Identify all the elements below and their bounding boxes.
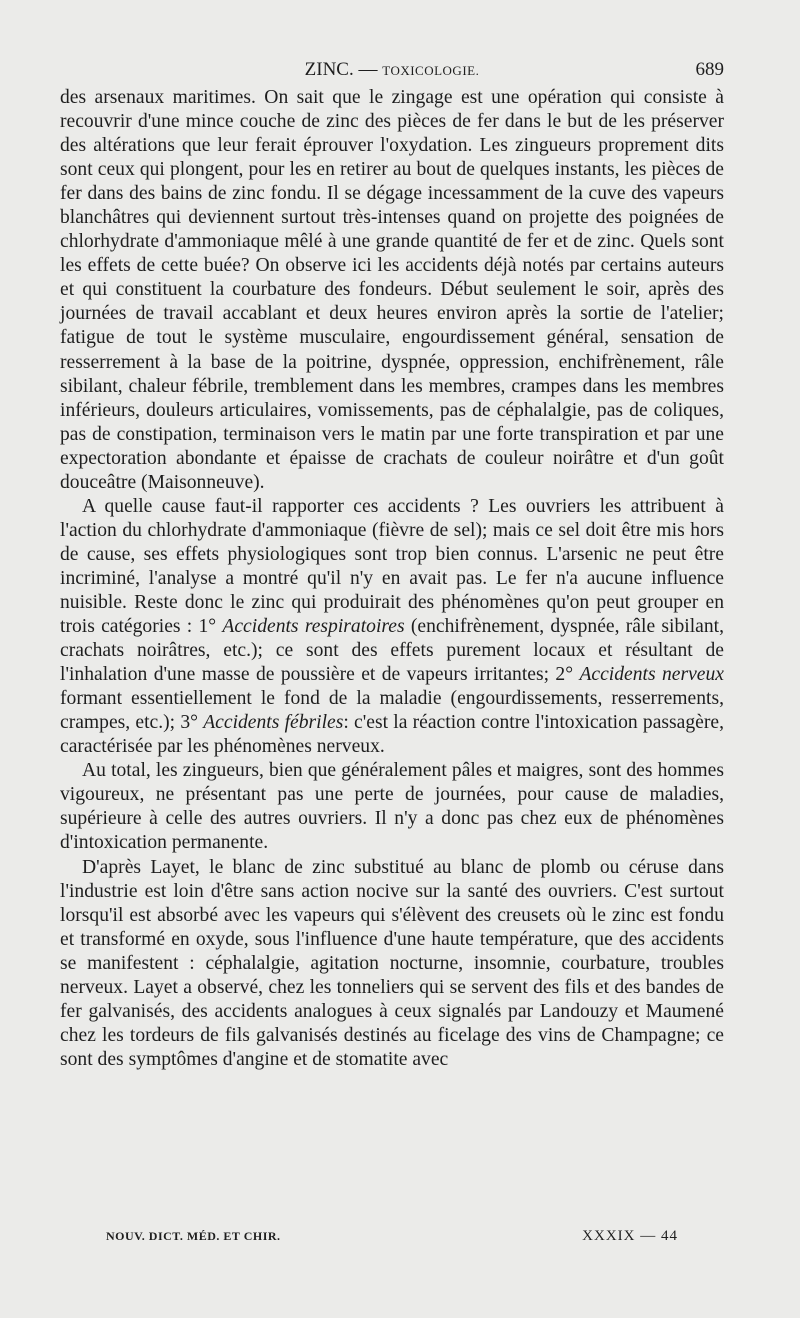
paragraph-text: formant essentiellement le fond de la maladie (engourdissements, resserrements, crampes, etc.); 3°	[60, 688, 724, 734]
paragraph-text: (enchifrènement, dyspnée, râle sibilant, crachats noirâtres, etc.); ce sont des effets purement locaux et résultant de l'inhalation d'une masse de poussière et de vapeurs irritantes; 2°	[60, 616, 724, 686]
title-dash: —	[353, 59, 383, 80]
page-footer	[106, 1226, 678, 1246]
paragraph-total: Au total, les zingueurs, bien que généralement pâles et maigres, sont des hommes vigoureux, ne présentant pas une perte de journées, pour cause de maladies, supérieure à celle des autres ouvriers. Il n'y a donc pas chez eux de phénomènes d'intoxication permanente.	[60, 760, 724, 854]
footer-publication: NOUV. DICT. MÉD. ET CHIR.	[106, 1229, 281, 1243]
footer-signature: XXXIX — 44	[582, 1228, 678, 1244]
section-subtitle: TOXICOLOGIE.	[382, 63, 480, 78]
paragraph-continued: des arsenaux maritimes. On sait que le zingage est une opération qui consiste à recouvrir d'une mince couche de zinc des pièces de fer dans le but de les préserver des altérations que leur ferait éprouver l'oxydation. Les zingueurs proprement dits sont ceux qui plongent, pour les en retirer au bout de quelques instants, les pièces de fer dans des bains de zinc fondu. Il se dégage incessamment de la cuve des vapeurs blanchâtres qui deviennent surtout très-intenses quand on projette des poignées de chlorhydrate d'ammoniaque mêlé à une grande quantité de fer et de zinc. Quels sont les effets de cette buée? On observe ici les accidents déjà notés par certains auteurs et qui constituent la courbature des fondeurs. Début seulement le soir, après des journées de travail accablant et deux heures environ après la sortie de l'atelier; fatigue de tout le système musculaire, engourdissement général, sensation de resserrement à la base de la poitrine, dyspnée, oppression, enchifrènement, râle sibilant, chaleur fébrile, tremblement dans les membres, crampes dans les membres inférieurs, douleurs articulaires, vomissements, pas de céphalalgie, pas de coliques, pas de constipation, terminaison vers le matin par une forte transpiration et par une expectoration abondante et épaisse de crachats de couleur noirâtre et d'un goût douceâtre (Maisonneuve).	[60, 87, 724, 493]
paragraph-layet: D'après Layet, le blanc de zinc substitué au blanc de plomb ou céruse dans l'industrie est loin d'être sans action nocive sur la santé des ouvriers. C'est surtout lorsqu'il est absorbé avec les vapeurs qui s'élèvent des creusets où le zinc est fondu et transformé en oxyde, sous l'influence d'une haute température, que des accidents se manifestent : céphalalgie, agitation nocturne, insomnie, courbature, troubles nerveux. Layet a observé, chez les tonneliers qui se servent des fils et des bandes de fer galvanisés, des accidents analogues à ceux signalés par Landouzy et Maumené chez les tordeurs de fils galvanisés destinés au ficelage des vins de Champagne; ce sont des symptômes d'angine et de stomatite avec	[60, 856, 724, 1070]
category-nervous: Accidents nerveux	[579, 664, 724, 686]
category-febrile: Accidents fébriles	[203, 712, 344, 734]
running-head-title	[60, 56, 724, 85]
paragraph-causes	[60, 495, 724, 760]
page-number: 689	[695, 59, 724, 80]
paragraph-text: A quelle cause faut-il rapporter ces accidents ? Les ouvriers les attribuent à l'action du chlorhydrate d'ammoniaque (fièvre de sel); mais ce sel doit être mis hors de cause, ses effets physiologiques sont trop bien connus. L'arsenic ne peut être incriminé, l'analyse a montré qu'il n'y en avait pas. Le fer n'a aucune influence nuisible. Reste donc le zinc qui produirait des phénomènes qu'on peut grouper en trois catégories : 1°	[60, 495, 724, 638]
paragraph-text: : c'est la réaction contre l'intoxication passagère, caractérisée par les phénomènes nerveux.	[60, 712, 724, 758]
body-text	[60, 86, 724, 1072]
category-respiratory: Accidents respiratoires	[222, 616, 405, 638]
section-title: ZINC.	[304, 59, 354, 80]
running-head	[60, 56, 724, 84]
